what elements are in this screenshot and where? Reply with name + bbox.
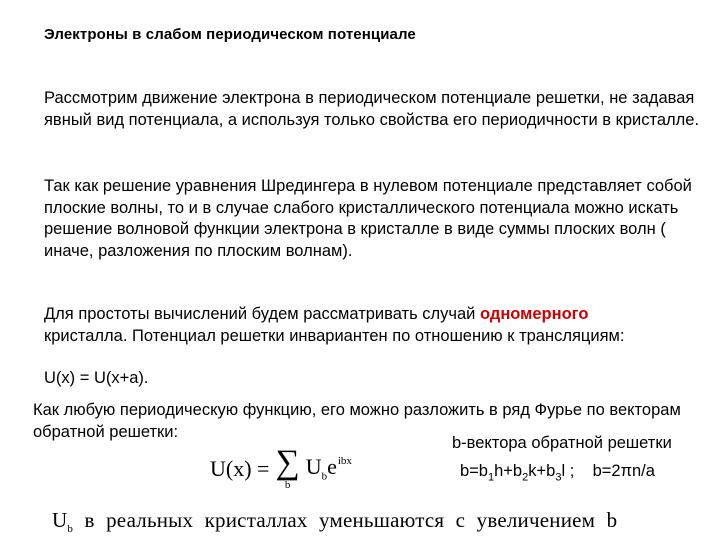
bdef-k: k+b [528,462,556,480]
bdef-h: h+b [494,462,523,480]
sum-index: b [284,479,291,491]
formula-term [306,454,352,482]
paragraph-fourier: Как любую периодическую функцию, его можно разложить в ряд Фурье по векторам обратной решетки: [33,401,681,441]
periodicity-equation: U(x) = U(x+a). [44,369,149,387]
p3-text-start: Для простоты вычислений будем рассматривать случай [44,305,480,323]
bdef-b: b=b [460,462,488,480]
highlight-one-dimensional: одномерного [480,305,589,323]
term-sub: b [321,470,328,483]
fourier-formula [210,446,352,491]
bdef-b2: b=2πn/a [592,462,655,480]
bottom-statement [52,508,617,535]
bottom-u-sub: b [67,523,74,536]
bdef-l: l ; [561,462,575,480]
reciprocal-vector-note [452,432,672,488]
bottom-text: в реальных кристаллах уменьшаются с увеличением b [73,508,618,532]
paragraph-intro: Рассмотрим движение электрона в периодическом потенциале решетки, не задавая явный вид потенциала, а используя только свойства его периодичности в кристалле. [44,89,700,129]
sum-sign: ∑ [275,444,300,481]
b-definition [452,460,672,488]
bdef-sub1: 1 [488,471,495,484]
p3-text-end: кристалла. Потенциал решетки инвариантен по отношению к трансляциям: [44,326,625,345]
sum-block [275,446,299,491]
term-u: U [305,454,322,480]
bdef-sub2: 2 [522,471,529,484]
bottom-u: U [52,508,68,532]
side-note-line1: b-вектора обратной решетки [452,434,672,452]
exp-base: e [327,454,337,480]
paragraph-one-dimensional [44,304,704,347]
formula-lhs: U(x) = [210,455,270,481]
exp-power: ibx [337,455,352,468]
slide-title: Электроны в слабом периодическом потенциале [44,26,416,43]
bdef-sub3: 3 [555,471,562,484]
paragraph-plane-waves: Так как решение уравнения Шредингера в нулевом потенциале представляет собой плоские волны, то и в случае слабого кристаллического потенциала можно искать решение волновой функции электрона в кристалле в виде суммы плоских волн ( иначе, разложения по плоским волнам). [44,177,692,260]
